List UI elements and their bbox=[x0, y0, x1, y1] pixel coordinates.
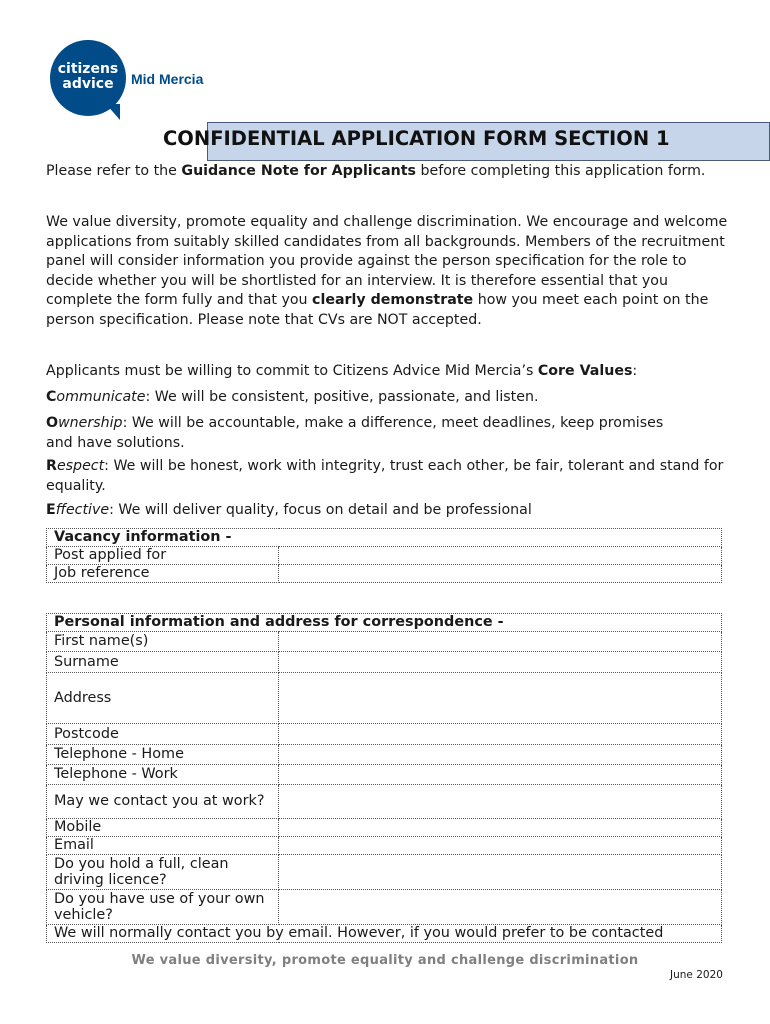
contact-preference-note: We will normally contact you by email. However, if you would prefer to be contacted bbox=[47, 925, 722, 943]
contact-at-work-label: May we contact you at work? bbox=[47, 785, 279, 819]
core-value-respect: Respect: We will be honest, work with integrity, trust each other, be fair, tolerant and stand for equality. bbox=[46, 458, 724, 494]
surname-field[interactable] bbox=[279, 652, 722, 673]
table-row bbox=[47, 785, 722, 819]
footer-diversity-note: We value diversity, promote equality and challenge discrimination bbox=[131, 953, 639, 968]
vacancy-header: Vacancy information - bbox=[47, 529, 722, 547]
job-reference-field[interactable] bbox=[279, 565, 722, 583]
logo-speech-tail-icon bbox=[106, 104, 120, 120]
table-row bbox=[47, 652, 722, 673]
core-value-ownership: Ownership: We will be accountable, make a difference, meet deadlines, keep promises and have solutions. bbox=[46, 415, 664, 451]
citizens-advice-logo bbox=[50, 40, 240, 122]
core-value-effective: Effective: We will deliver quality, focus on detail and be professional bbox=[46, 502, 532, 518]
intro-paragraph-core-values: Applicants must be willing to commit to Citizens Advice Mid Mercia’s Core Values: bbox=[46, 363, 638, 379]
footer-date: June 2020 bbox=[670, 969, 723, 981]
telephone-home-field[interactable] bbox=[279, 745, 722, 765]
surname-label: Surname bbox=[47, 652, 279, 673]
contact-at-work-field[interactable] bbox=[279, 785, 722, 819]
table-row bbox=[47, 724, 722, 745]
vacancy-information-table bbox=[46, 528, 722, 583]
page-title: CONFIDENTIAL APPLICATION FORM SECTION 1 bbox=[163, 127, 670, 150]
driving-licence-label: Do you hold a full, clean driving licence? bbox=[47, 855, 279, 890]
personal-information-table bbox=[46, 613, 722, 943]
email-field[interactable] bbox=[279, 837, 722, 855]
table-row bbox=[47, 890, 722, 925]
table-row bbox=[47, 925, 722, 943]
table-row bbox=[47, 765, 722, 785]
logo-region: Mid Mercia bbox=[131, 71, 204, 87]
intro-paragraph-diversity: We value diversity, promote equality and challenge discrimination. We encourage and welcome applications from suitably skilled candidates from all backgrounds. Members of the recruitment panel will consider information you provide against the person specification for the role to decide whether you will be shortlisted for an interview. It is therefore essential that you complete the form fully and that you clearly demonstrate how you meet each point on the person specification. Please note that CVs are NOT accepted. bbox=[46, 214, 728, 328]
logo-wordmark: citizens advice bbox=[57, 61, 119, 92]
table-row bbox=[47, 673, 722, 724]
post-applied-for-label: Post applied for bbox=[47, 547, 279, 565]
personal-header: Personal information and address for correspondence - bbox=[47, 614, 722, 632]
table-row bbox=[47, 565, 722, 583]
telephone-work-field[interactable] bbox=[279, 765, 722, 785]
postcode-label: Postcode bbox=[47, 724, 279, 745]
first-names-field[interactable] bbox=[279, 632, 722, 652]
postcode-field[interactable] bbox=[279, 724, 722, 745]
table-row bbox=[47, 547, 722, 565]
table-row bbox=[47, 819, 722, 837]
table-row bbox=[47, 855, 722, 890]
driving-licence-field[interactable] bbox=[279, 855, 722, 890]
telephone-home-label: Telephone - Home bbox=[47, 745, 279, 765]
address-label: Address bbox=[47, 673, 279, 724]
post-applied-for-field[interactable] bbox=[279, 547, 722, 565]
email-label: Email bbox=[47, 837, 279, 855]
table-row bbox=[47, 745, 722, 765]
table-row bbox=[47, 837, 722, 855]
address-field[interactable] bbox=[279, 673, 722, 724]
job-reference-label: Job reference bbox=[47, 565, 279, 583]
intro-paragraph-guidance: Please refer to the Guidance Note for Applicants before completing this application form. bbox=[46, 163, 706, 179]
mobile-field[interactable] bbox=[279, 819, 722, 837]
own-vehicle-label: Do you have use of your own vehicle? bbox=[47, 890, 279, 925]
first-names-label: First name(s) bbox=[47, 632, 279, 652]
telephone-work-label: Telephone - Work bbox=[47, 765, 279, 785]
mobile-label: Mobile bbox=[47, 819, 279, 837]
own-vehicle-field[interactable] bbox=[279, 890, 722, 925]
core-value-communicate: Communicate: We will be consistent, positive, passionate, and listen. bbox=[46, 389, 539, 405]
table-row bbox=[47, 632, 722, 652]
